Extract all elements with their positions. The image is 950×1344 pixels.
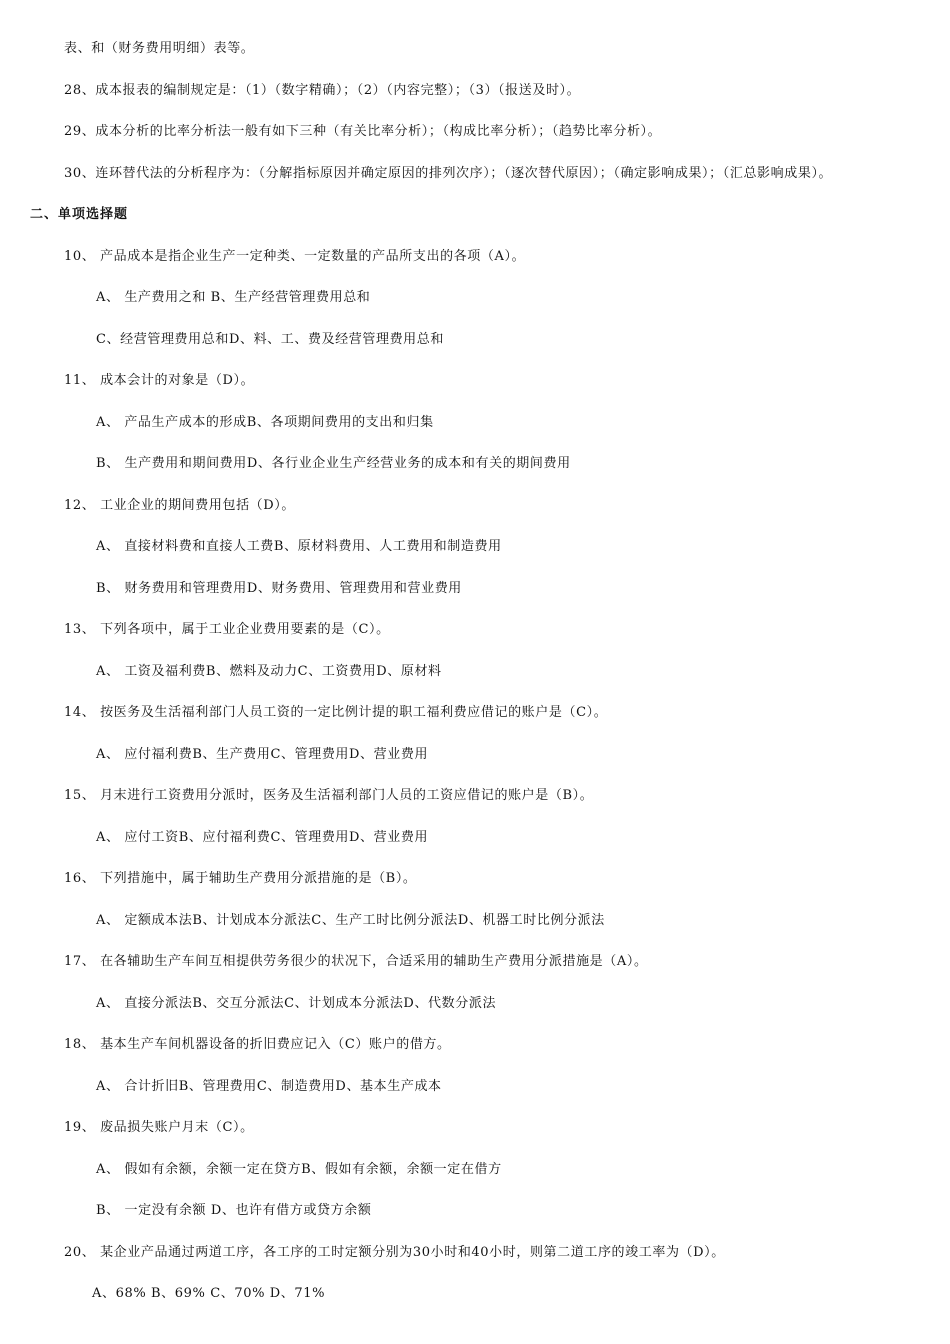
question-option: A、 直接材料费和直接人工费B、原材料费用、人工费用和制造费用 xyxy=(96,539,502,554)
question-stem: 18、 基本生产车间机器设备的折旧费应记入（C）账户的借方。 xyxy=(64,1037,451,1052)
question-stem: 17、 在各辅助生产车间互相提供劳务很少的状况下，合适采用的辅助生产费用分派措施是（A）。 xyxy=(64,954,648,969)
question-option: B、 财务费用和管理费用D、财务费用、管理费用和营业费用 xyxy=(96,581,462,596)
question-stem: 16、 下列措施中，属于辅助生产费用分派措施的是（B）。 xyxy=(64,871,417,886)
question-option: A、 产品生产成本的形成B、各项期间费用的支出和归集 xyxy=(96,415,434,430)
question-option: A、 定额成本法B、计划成本分派法C、生产工时比例分派法D、机器工时比例分派法 xyxy=(96,913,605,928)
section-heading: 二、单项选择题 xyxy=(30,207,129,222)
text-line: 表、和（财务费用明细）表等。 xyxy=(64,41,255,56)
question-stem: 15、 月末进行工资费用分派时，医务及生活福利部门人员的工资应借记的账户是（B）。 xyxy=(64,788,594,803)
text-line: 28、成本报表的编制规定是：（1）（数字精确）；（2）（内容完整）；（3）（报送及时）。 xyxy=(64,83,581,98)
question-option: A、 应付福利费B、生产费用C、管理费用D、营业费用 xyxy=(96,747,429,762)
question-stem: 11、 成本会计的对象是（D）。 xyxy=(64,373,255,388)
question-option: A、68% B、69% C、70% D、71% xyxy=(92,1286,326,1301)
question-option: B、 一定没有余额 D、也许有借方或贷方余额 xyxy=(96,1203,372,1218)
question-stem: 12、 工业企业的期间费用包括（D）。 xyxy=(64,498,295,513)
question-option: A、 工资及福利费B、燃料及动力C、工资费用D、原材料 xyxy=(96,664,442,679)
question-option: B、 生产费用和期间费用D、各行业企业生产经营业务的成本和有关的期间费用 xyxy=(96,456,571,471)
question-option: A、 生产费用之和 B、生产经营管理费用总和 xyxy=(96,290,371,305)
question-option: C、经营管理费用总和D、料、工、费及经营管理费用总和 xyxy=(96,332,444,347)
question-stem: 19、 废品损失账户月末（C）。 xyxy=(64,1120,254,1135)
text-line: 29、成本分析的比率分析法一般有如下三种（有关比率分析）；（构成比率分析）；（趋势比率分析）。 xyxy=(64,124,662,139)
question-option: A、 应付工资B、应付福利费C、管理费用D、营业费用 xyxy=(96,830,429,845)
question-stem: 10、 产品成本是指企业生产一定种类、一定数量的产品所支出的各项（A）。 xyxy=(64,249,526,264)
question-option: A、 合计折旧B、管理费用C、制造费用D、基本生产成本 xyxy=(96,1079,442,1094)
question-option: A、 假如有余额，余额一定在贷方B、假如有余额，余额一定在借方 xyxy=(96,1162,502,1177)
question-option: A、 直接分派法B、交互分派法C、计划成本分派法D、代数分派法 xyxy=(96,996,497,1011)
question-stem: 13、 下列各项中，属于工业企业费用要素的是（C）。 xyxy=(64,622,390,637)
question-stem: 14、 按医务及生活福利部门人员工资的一定比例计提的职工福利费应借记的账户是（C）。 xyxy=(64,705,608,720)
question-stem: 20、 某企业产品通过两道工序，各工序的工时定额分别为30小时和40小时，则第二道工序的竣工率为（D）。 xyxy=(64,1245,725,1260)
text-line: 30、连环替代法的分析程序为：（分解指标原因并确定原因的排列次序）；（逐次替代原因）；（确定影响成果）；（汇总影响成果）。 xyxy=(64,166,833,181)
